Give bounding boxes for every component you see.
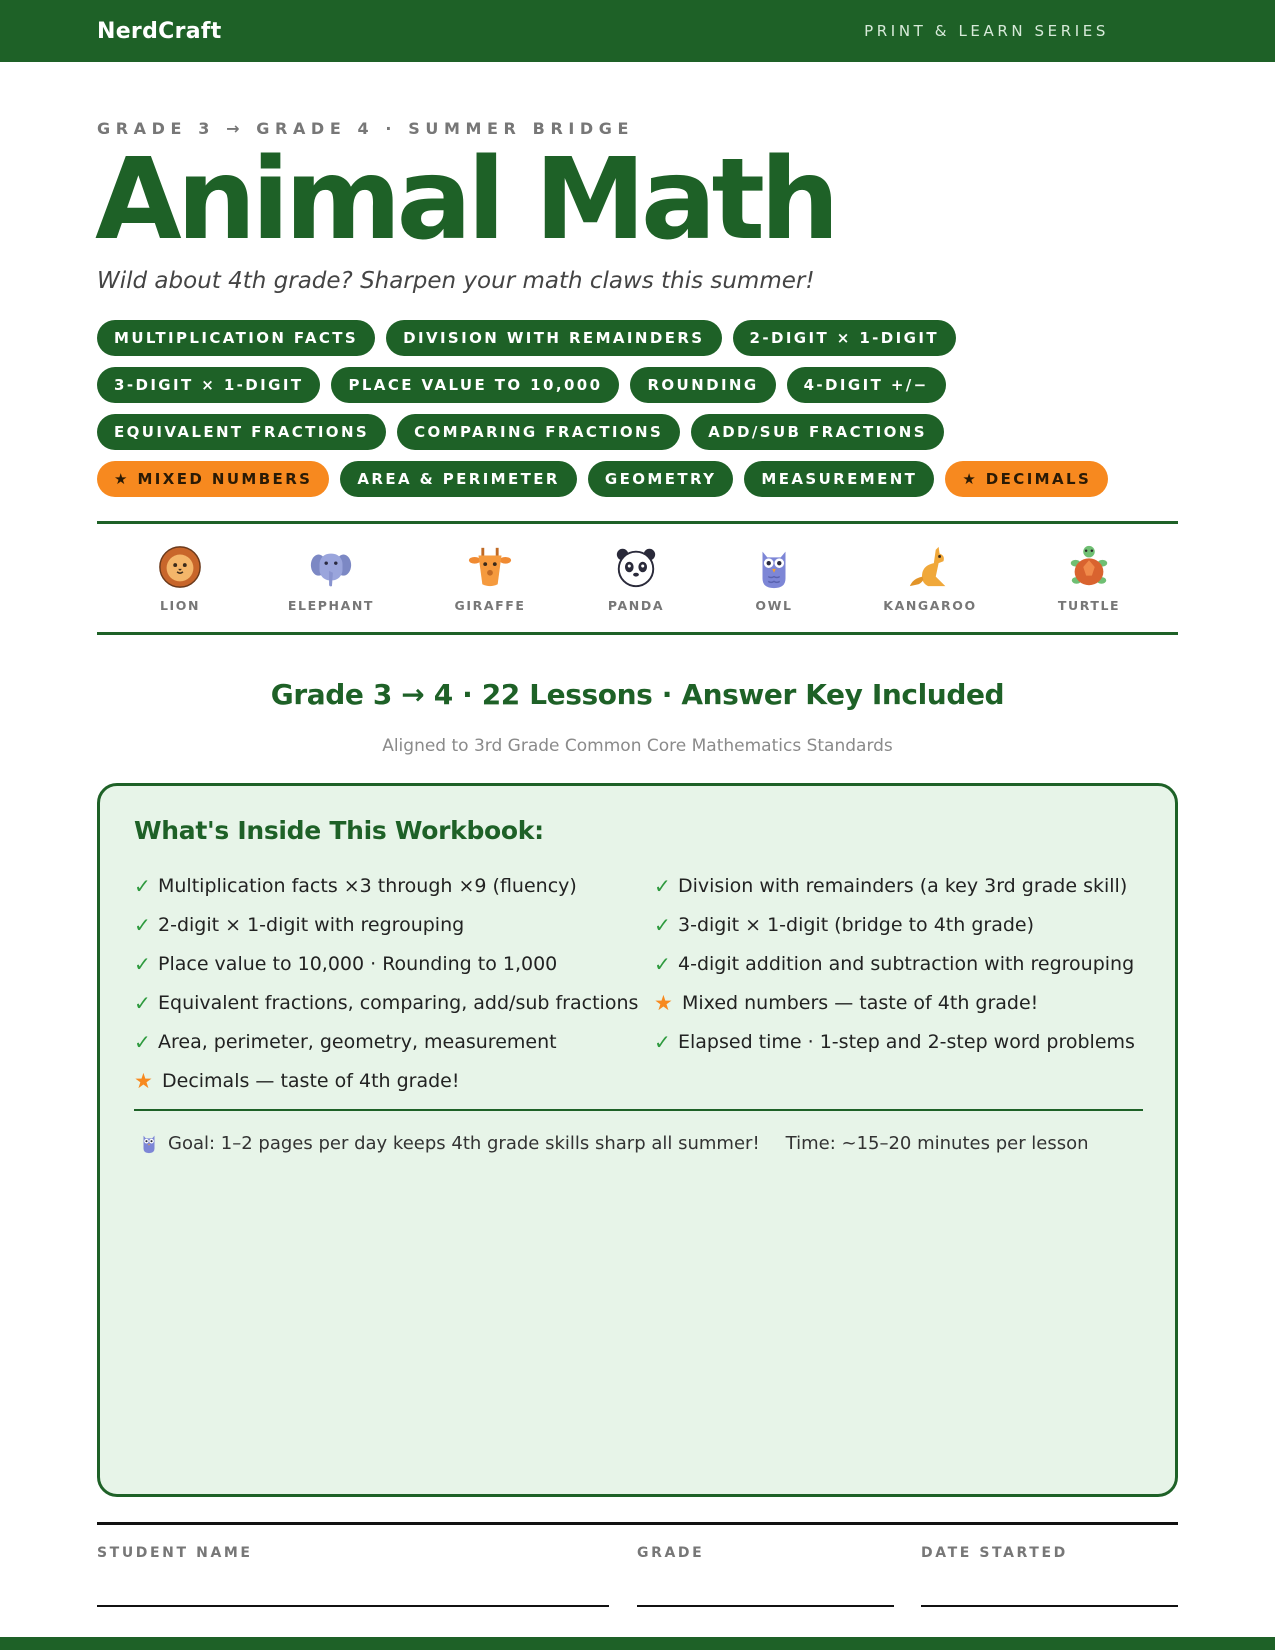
topic-tag: 4-DIGIT +/− — [787, 367, 946, 403]
topic-tag: COMPARING FRACTIONS — [397, 414, 680, 450]
checklist-item — [134, 950, 654, 977]
checklist-item-text: Decimals — taste of 4th grade! — [162, 1069, 460, 1092]
topic-tag: ★ MIXED NUMBERS — [97, 461, 329, 497]
kangaroo-icon — [907, 544, 953, 590]
animal-kangaroo — [870, 544, 990, 613]
course-summary: Grade 3 → 4 · 22 Lessons · Answer Key Included — [270, 678, 1005, 711]
bottom-banner — [0, 1637, 1275, 1650]
topic-tag: DIVISION WITH REMAINDERS — [386, 320, 721, 356]
student-name-line — [97, 1605, 609, 1607]
top-banner — [0, 0, 1275, 62]
checklist-item-text: 3-digit × 1-digit (bridge to 4th grade) — [678, 913, 1035, 936]
animal-giraffe — [430, 544, 550, 613]
owl-icon — [138, 1129, 160, 1157]
checklist-item-text: 4-digit addition and subtraction with regrouping — [678, 952, 1135, 975]
whats-inside-panel — [97, 783, 1178, 1497]
animal-label: ELEPHANT — [287, 598, 375, 613]
whats-inside-title: What's Inside This Workbook: — [134, 816, 544, 845]
topic-tag: 3-DIGIT × 1-DIGIT — [97, 367, 320, 403]
animal-label: OWL — [755, 598, 793, 613]
animal-owl — [714, 544, 834, 613]
student-name-field — [97, 1545, 253, 1561]
checklist-item — [134, 872, 654, 899]
date-started-label: DATE STARTED — [921, 1545, 1068, 1561]
student-name-label: STUDENT NAME — [97, 1545, 253, 1561]
checklist-item-text: Multiplication facts ×3 through ×9 (fluency) — [158, 874, 577, 897]
check-icon: ✓ — [134, 951, 151, 976]
checklist-item — [134, 989, 654, 1016]
check-icon: ✓ — [654, 951, 671, 976]
checklist-item — [134, 1067, 654, 1094]
student-info-form — [97, 1522, 1178, 1586]
checklist-item — [654, 911, 1154, 938]
animal-strip — [97, 521, 1178, 635]
check-icon: ✓ — [134, 1029, 151, 1054]
checklist-item — [654, 989, 1154, 1016]
animal-label: PANDA — [607, 598, 665, 613]
check-icon: ✓ — [134, 873, 151, 898]
tagline: Wild about 4th grade? Sharpen your math claws this summer! — [97, 268, 815, 294]
check-icon: ✓ — [654, 873, 671, 898]
grade-eyebrow: GRADE 3 → GRADE 4 · SUMMER BRIDGE — [97, 119, 635, 138]
panda-icon — [613, 544, 659, 590]
grade-label: GRADE — [637, 1545, 705, 1561]
lesson-time: Time: ~15–20 minutes per lesson — [785, 1132, 1089, 1154]
topic-tag: ROUNDING — [630, 367, 775, 403]
turtle-icon — [1066, 544, 1112, 590]
animal-label: LION — [159, 598, 201, 613]
checklist-item-text: Place value to 10,000 · Rounding to 1,000 — [158, 952, 558, 975]
brand-name: NerdCraft — [97, 18, 222, 44]
panel-divider — [134, 1109, 1143, 1111]
standards-note: Aligned to 3rd Grade Common Core Mathematics Standards — [382, 736, 893, 756]
daily-goal: Goal: 1–2 pages per day keeps 4th grade skills sharp all summer! — [168, 1132, 760, 1154]
checklist-item-text: Equivalent fractions, comparing, add/sub fractions — [158, 991, 639, 1014]
page-title: Animal Math — [95, 135, 835, 265]
topic-tag: 2-DIGIT × 1-DIGIT — [733, 320, 956, 356]
animal-lion — [120, 544, 240, 613]
checklist-item-text: Division with remainders (a key 3rd grade skill) — [678, 874, 1128, 897]
date-started-field — [921, 1545, 1068, 1561]
check-icon: ✓ — [134, 990, 151, 1015]
giraffe-icon — [467, 544, 513, 590]
lion-icon — [157, 544, 203, 590]
checklist-item — [654, 1028, 1154, 1055]
checklist-item-text: Area, perimeter, geometry, measurement — [158, 1030, 557, 1053]
topic-tag: ADD/SUB FRACTIONS — [691, 414, 944, 450]
check-icon: ✓ — [134, 912, 151, 937]
checklist-item-text: Mixed numbers — taste of 4th grade! — [682, 991, 1039, 1014]
animal-label: KANGAROO — [883, 598, 977, 613]
checklist-item-text: Elapsed time · 1-step and 2-step word problems — [678, 1030, 1135, 1053]
topic-tag: GEOMETRY — [588, 461, 734, 497]
topic-tag: PLACE VALUE TO 10,000 — [331, 367, 619, 403]
checklist-item — [654, 950, 1154, 977]
topic-tag: MEASUREMENT — [744, 461, 934, 497]
elephant-icon — [308, 544, 354, 590]
check-icon: ✓ — [654, 1029, 671, 1054]
animal-panda — [576, 544, 696, 613]
topic-tag: MULTIPLICATION FACTS — [97, 320, 375, 356]
checklist-item — [134, 911, 654, 938]
checklist-item — [134, 1028, 654, 1055]
animal-label: TURTLE — [1057, 598, 1121, 613]
series-label: PRINT & LEARN SERIES — [864, 22, 1109, 40]
animal-label: GIRAFFE — [454, 598, 526, 613]
grade-field — [637, 1545, 704, 1561]
star-icon: ★ — [134, 1068, 153, 1093]
check-icon: ✓ — [654, 912, 671, 937]
topic-tag: ★ DECIMALS — [945, 461, 1108, 497]
goal-row — [138, 1129, 1089, 1157]
topic-tags — [97, 320, 1187, 497]
star-icon: ★ — [654, 990, 673, 1015]
contents-checklist — [134, 872, 1154, 1094]
topic-tag: AREA & PERIMETER — [340, 461, 577, 497]
animal-elephant — [271, 544, 391, 613]
topic-tag: EQUIVALENT FRACTIONS — [97, 414, 386, 450]
checklist-item — [654, 872, 1154, 899]
grade-line — [637, 1605, 894, 1607]
checklist-item-text: 2-digit × 1-digit with regrouping — [158, 913, 465, 936]
date-started-line — [921, 1605, 1178, 1607]
animal-turtle — [1029, 544, 1149, 613]
owl-icon — [751, 544, 797, 590]
